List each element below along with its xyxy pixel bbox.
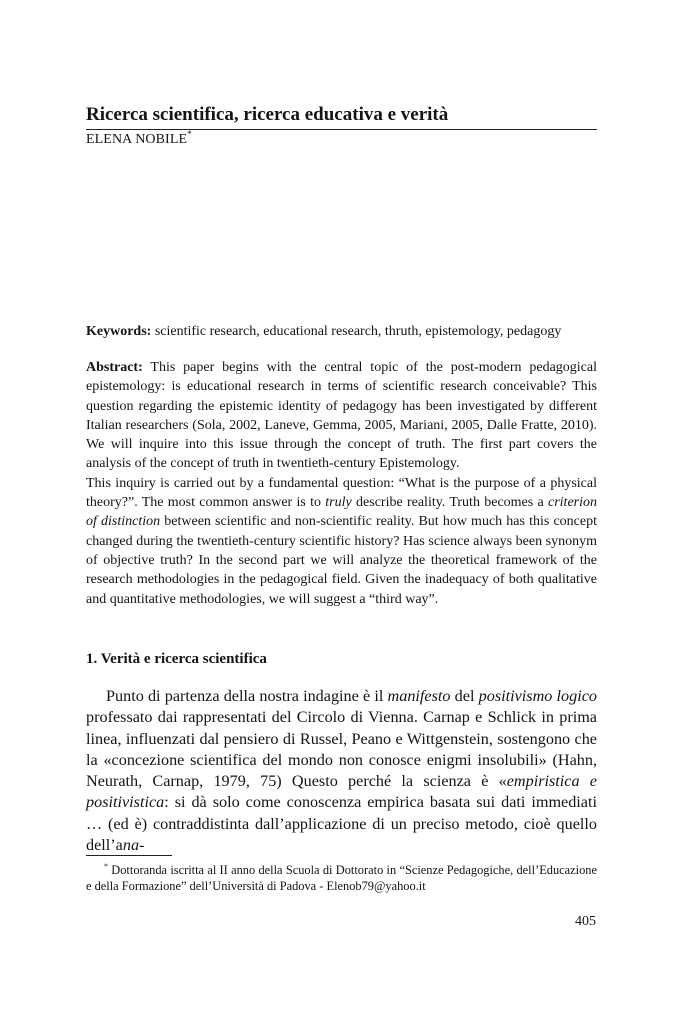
body-text-3: professato dai rappresentati del Circolo di Vienna. Carnap e Schlick in prima linea, influenzati dal pensiero di Russel, Peano e Wittgenstein, sostengono che la «concezione scientifica del mondo non conosce enigmi insolubili» (Hahn, Neurath, Carnap, 1979, 75) Questo perché la scienza è « <box>86 708 597 791</box>
keywords-label: Keywords: <box>86 324 152 339</box>
page-number: 405 <box>575 914 596 929</box>
paper-title: Ricerca scientifica, ricerca educativa e verità <box>86 103 597 130</box>
body-italic-positivismo: positivismo logico <box>478 687 598 705</box>
footnote-divider <box>86 855 172 856</box>
footnote-marker: * <box>104 862 108 871</box>
body-paragraph <box>86 686 597 856</box>
abstract-label: Abstract: <box>86 360 143 375</box>
abstract-text-2a: This inquiry is carried out by a fundamental question: “What is the purpose of a physical theory?”. The most common answer is to <box>86 475 597 511</box>
author-name: ELENA NOBILE <box>86 132 188 147</box>
author-line <box>86 131 192 148</box>
footnote-text: Dottoranda iscritta al II anno della Scuola di Dottorato in “Scienze Pedagogiche, dell’Educazione e della Formazione” dell’Università di Padova - Elenob79@yahoo.it <box>86 863 597 893</box>
abstract <box>86 358 597 609</box>
abstract-italic-truly: truly <box>325 495 352 511</box>
abstract-paragraph-2 <box>86 474 597 609</box>
body-italic-end: na- <box>122 836 145 855</box>
author-footnote-marker[interactable]: * <box>187 129 192 139</box>
body-text-4: : si dà solo come conoscenza empirica basata sui dati immediati … (ed è) contraddistinta dall’applicazione di un preciso metodo, cioè quello dell’ <box>86 793 597 855</box>
body-italic-empiristica: empiristica e positivistica <box>86 772 597 812</box>
body-text-2: del <box>450 687 479 705</box>
abstract-text-2c: between scientific and non-scientific reality. But how much has this concept changed during the twentieth-century scientific history? Has science always been synonym of objective truth? In the second part we will analyze the theoretical framework of the research methodologies in the pedagogical field. Given the inadequacy of both qualitative and quantitative methodologies, we will suggest a “third way”. <box>86 514 597 607</box>
abstract-text-2b: describe reality. Truth becomes a <box>351 495 548 511</box>
body-text-1: Punto di partenza della nostra indagine è il <box>106 687 388 705</box>
footnote <box>86 862 597 894</box>
keywords-text: scientific research, educational research, thruth, epistemology, pedagogy <box>151 324 562 339</box>
keywords <box>86 322 598 341</box>
abstract-italic-criterion: criterion of distinction <box>86 495 597 530</box>
body-text-5: a <box>115 836 123 855</box>
body-italic-manifesto: manifesto <box>387 687 451 705</box>
abstract-paragraph-1 <box>86 358 597 474</box>
section-heading: 1. Verità e ricerca scientifica <box>86 651 267 667</box>
abstract-text-1: This paper begins with the central topic of the post-modern pedagogical epistemology: is educational research in terms of scientific research conceivable? This question regarding the epistemic identity of pedagogy has been investigated by different Italian researchers (Sola, 2002, Laneve, Gemma, 2005, Mariani, 2005, Dalle Fratte, 2010). We will inquire into this issue through the concept of truth. The first part covers the analysis of the concept of truth in twentieth-century Epistemology. <box>86 360 597 472</box>
